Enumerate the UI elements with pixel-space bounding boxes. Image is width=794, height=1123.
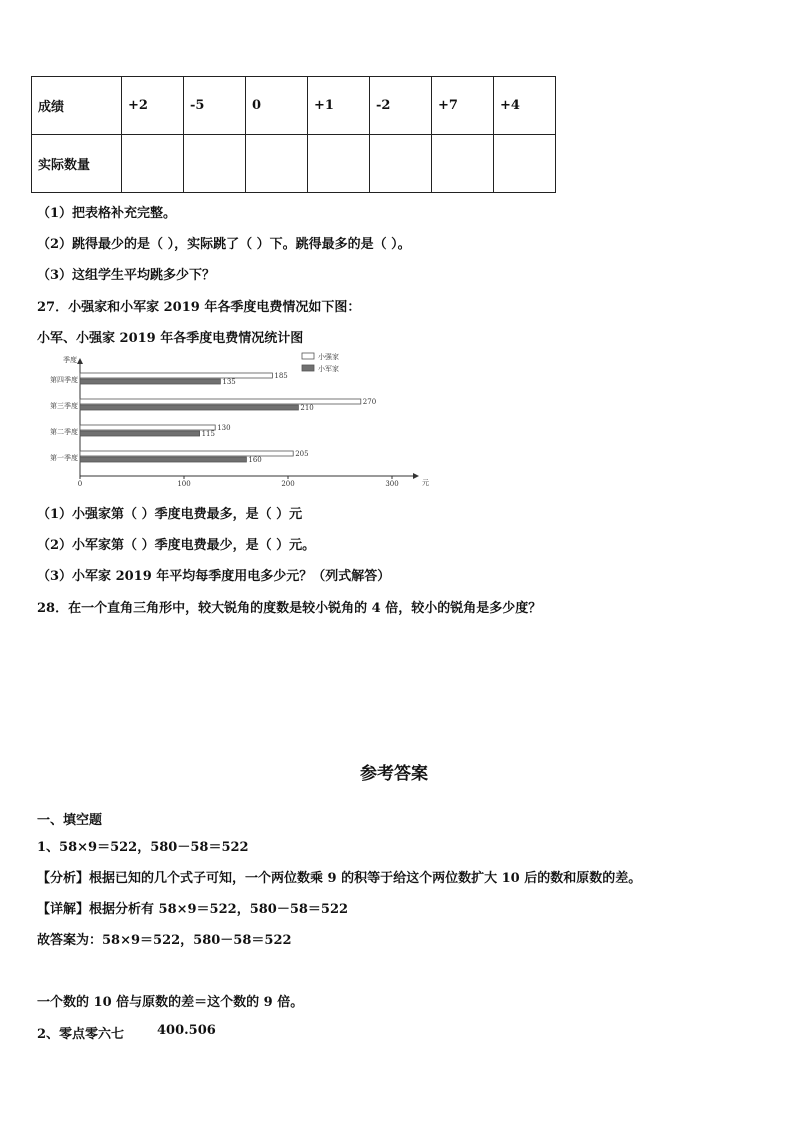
data-label: 130 (217, 424, 231, 432)
category-label: 第一季度 (50, 454, 78, 462)
bar (80, 399, 361, 404)
answer-1: 1、58×9＝522，580－58＝522 (37, 840, 249, 855)
bar (80, 457, 246, 462)
y-axis-label: 季度 (63, 356, 77, 364)
table-cell-blank[interactable] (184, 135, 246, 193)
analysis-text: 【分析】根据已知的几个式子可知，一个两位数乘 9 的积等于给这个两位数扩大 10 后的数和原数的差。 (37, 871, 642, 886)
category-label: 第二季度 (50, 428, 78, 436)
table-cell-blank[interactable] (308, 135, 370, 193)
y-axis-arrow (77, 358, 83, 364)
data-label: 210 (300, 404, 314, 412)
data-label: 185 (274, 372, 288, 380)
electricity-bar-chart (34, 350, 434, 490)
data-label: 160 (248, 456, 262, 464)
data-label: 135 (222, 378, 236, 386)
q27-part3: （3）小军家 2019 年平均每季度用电多少元？（列式解答） (37, 569, 391, 584)
x-tick-label: 300 (385, 480, 399, 488)
chart-title: 小军、小强家 2019 年各季度电费情况统计图 (37, 331, 304, 346)
data-label: 205 (295, 450, 309, 458)
bar (80, 405, 298, 410)
q27-part2: （2）小军家第（ ）季度电费最少，是（ ）元。 (37, 538, 316, 553)
section-heading: 一、填空题 (37, 813, 103, 828)
table-cell-blank[interactable] (370, 135, 432, 193)
x-tick-label: 100 (177, 480, 191, 488)
table-cell-value: +1 (308, 77, 370, 135)
q27-part1: （1）小强家第（ ）季度电费最多，是（ ）元 (37, 507, 303, 522)
table-row-score (32, 77, 556, 135)
bar (80, 373, 272, 378)
bar (80, 425, 215, 430)
legend-label: 小军家 (318, 365, 339, 373)
category-label: 第四季度 (50, 376, 78, 384)
table-cell-value: -2 (370, 77, 432, 135)
detail-text: 【详解】根据分析有 58×9＝522，580－58＝522 (37, 902, 349, 917)
q28-stem: 28．在一个直角三角形中，较大锐角的度数是较小锐角的 4 倍，较小的锐角是多少度？ (37, 601, 542, 616)
legend-label: 小强家 (318, 353, 339, 361)
legend-swatch (302, 365, 314, 371)
data-label: 115 (201, 430, 215, 438)
category-label: 第三季度 (50, 402, 78, 410)
table-cell-value: -5 (184, 77, 246, 135)
table-cell-blank[interactable] (494, 135, 556, 193)
data-label: 270 (362, 398, 377, 406)
table-cell-blank[interactable] (246, 135, 308, 193)
q26-part1: （1）把表格补充完整。 (37, 206, 177, 221)
table-cell-value: +2 (122, 77, 184, 135)
table-header-label: 成绩 (32, 77, 122, 135)
x-tick-label: 200 (281, 480, 295, 488)
table-row-label: 实际数量 (32, 135, 122, 193)
table-cell-value: +4 (494, 77, 556, 135)
bar (80, 379, 220, 384)
table-row-actual (32, 135, 556, 193)
x-axis-arrow (413, 473, 419, 479)
x-tick-label: 0 (77, 480, 83, 488)
table-cell-value: +7 (432, 77, 494, 135)
note-text: 一个数的 10 倍与原数的差＝这个数的 9 倍。 (37, 995, 304, 1010)
conclusion-text: 故答案为：58×9＝522，580－58＝522 (37, 933, 292, 948)
legend-swatch (302, 353, 314, 359)
answers-heading: 参考答案 (360, 764, 428, 784)
table-cell-value: 0 (246, 77, 308, 135)
q26-part3: （3）这组学生平均跳多少下？ (37, 268, 216, 283)
score-table (31, 76, 556, 193)
q27-stem: 27．小强家和小军家 2019 年各季度电费情况如下图： (37, 300, 361, 315)
table-cell-blank[interactable] (432, 135, 494, 193)
table-cell-blank[interactable] (122, 135, 184, 193)
q26-part2: （2）跳得最少的是（ ），实际跳了（ ）下。跳得最多的是（ ）。 (37, 237, 411, 252)
answer-2-value: 400.506 (157, 1023, 216, 1038)
x-axis-label: 元 (422, 479, 429, 487)
answer-2-label: 2、零点零六七 (37, 1027, 125, 1042)
bar (80, 431, 200, 436)
